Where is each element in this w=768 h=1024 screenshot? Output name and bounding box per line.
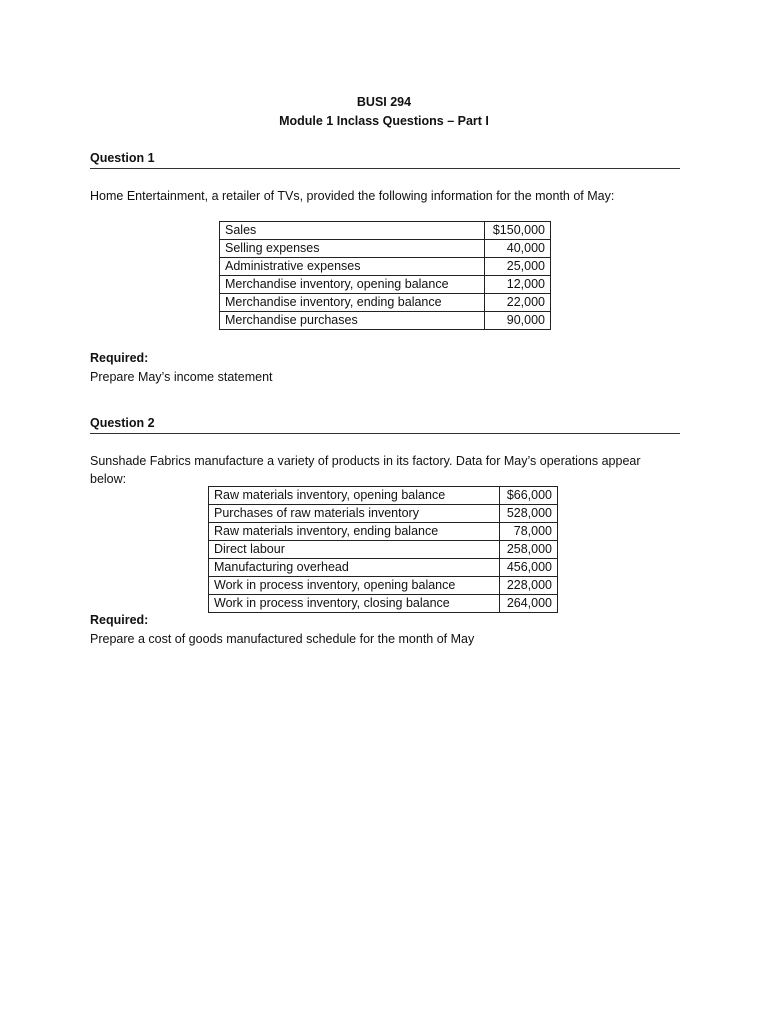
row-label: Selling expenses xyxy=(220,240,485,258)
table-row xyxy=(209,523,558,541)
row-label: Merchandise inventory, opening balance xyxy=(220,276,485,294)
row-label: Work in process inventory, opening balance xyxy=(209,577,500,595)
row-value: 228,000 xyxy=(500,577,558,595)
table-row xyxy=(220,294,551,312)
row-value: 12,000 xyxy=(485,276,551,294)
row-label: Merchandise inventory, ending balance xyxy=(220,294,485,312)
course-code: BUSI 294 xyxy=(356,95,412,109)
row-value: 25,000 xyxy=(485,258,551,276)
row-label: Raw materials inventory, ending balance xyxy=(209,523,500,541)
row-value: 78,000 xyxy=(500,523,558,541)
row-value: $150,000 xyxy=(485,222,551,240)
table-row xyxy=(220,240,551,258)
question-1-heading: Question 1 xyxy=(90,151,680,169)
question-2-data-table xyxy=(208,486,558,613)
question-2-intro: Sunshade Fabrics manufacture a variety of products in its factory. Data for May’s operations appear below: xyxy=(90,454,641,486)
row-label: Merchandise purchases xyxy=(220,312,485,330)
table-row xyxy=(220,258,551,276)
row-value: 258,000 xyxy=(500,541,558,559)
row-value: 264,000 xyxy=(500,595,558,613)
row-value: 90,000 xyxy=(485,312,551,330)
question-2-required-text: Prepare a cost of goods manufactured schedule for the month of May xyxy=(90,632,475,646)
table-row xyxy=(209,505,558,523)
row-value: $66,000 xyxy=(500,487,558,505)
question-2-heading: Question 2 xyxy=(90,416,680,434)
row-label: Purchases of raw materials inventory xyxy=(209,505,500,523)
table-row xyxy=(220,222,551,240)
row-label: Direct labour xyxy=(209,541,500,559)
document-title: Module 1 Inclass Questions – Part I xyxy=(279,114,489,128)
row-label: Administrative expenses xyxy=(220,258,485,276)
row-value: 456,000 xyxy=(500,559,558,577)
table-row xyxy=(209,541,558,559)
question-1-required-label: Required: xyxy=(90,351,149,365)
table-row xyxy=(209,595,558,613)
row-value: 22,000 xyxy=(485,294,551,312)
table-row xyxy=(220,276,551,294)
row-label: Work in process inventory, closing balance xyxy=(209,595,500,613)
table-row xyxy=(220,312,551,330)
table-row xyxy=(209,577,558,595)
row-value: 528,000 xyxy=(500,505,558,523)
row-label: Sales xyxy=(220,222,485,240)
table-row xyxy=(209,487,558,505)
question-2-required-label: Required: xyxy=(90,613,149,627)
question-1-data-table xyxy=(219,221,551,330)
row-label: Manufacturing overhead xyxy=(209,559,500,577)
question-1-intro: Home Entertainment, a retailer of TVs, provided the following information for the month of May: xyxy=(90,189,615,203)
question-1-required-text: Prepare May’s income statement xyxy=(90,370,273,384)
row-label: Raw materials inventory, opening balance xyxy=(209,487,500,505)
row-value: 40,000 xyxy=(485,240,551,258)
table-row xyxy=(209,559,558,577)
